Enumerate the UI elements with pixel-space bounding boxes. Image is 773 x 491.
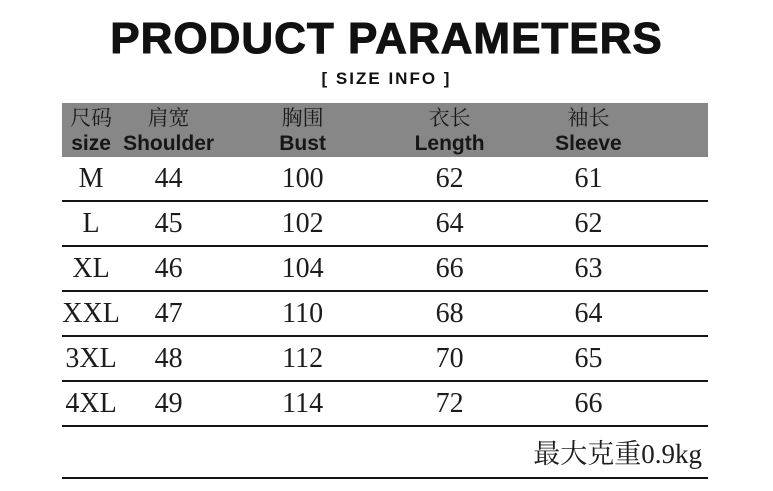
size-cell: 112 — [217, 336, 388, 381]
size-row-m — [62, 157, 708, 201]
max-weight-note: 最大克重0.9kg — [62, 426, 708, 478]
column-header-en: Length — [414, 131, 485, 155]
size-cell: 104 — [217, 246, 388, 291]
size-cell-filler — [666, 336, 708, 381]
column-header-en: size — [71, 131, 111, 155]
column-header-en: Bust — [279, 131, 326, 155]
size-cell: 72 — [388, 381, 511, 426]
column-header-en: Sleeve — [555, 131, 622, 155]
column-header-zh: 袖长 — [567, 105, 610, 130]
column-header-shoulder — [120, 103, 217, 157]
column-header-zh: 尺码 — [70, 105, 113, 130]
column-header-zh: 胸围 — [281, 105, 324, 130]
column-header-filler — [666, 103, 708, 157]
column-header-zh: 肩宽 — [147, 105, 190, 130]
size-row-xl — [62, 246, 708, 291]
column-header-sleeve — [511, 103, 666, 157]
size-cell: XL — [62, 246, 120, 291]
size-cell: XXL — [62, 291, 120, 336]
column-header-en: Shoulder — [123, 131, 215, 155]
footnote-row — [62, 426, 708, 478]
size-table — [62, 103, 708, 479]
size-cell: 102 — [217, 201, 388, 246]
size-cell: 66 — [388, 246, 511, 291]
size-cell: 66 — [511, 381, 666, 426]
size-cell: 110 — [217, 291, 388, 336]
size-row-l — [62, 201, 708, 246]
size-row-4xl — [62, 381, 708, 426]
size-cell-filler — [666, 201, 708, 246]
column-header-zh: 衣长 — [428, 105, 471, 130]
size-cell-filler — [666, 246, 708, 291]
column-header-bust — [217, 103, 388, 157]
column-header-length — [388, 103, 511, 157]
size-cell: 3XL — [62, 336, 120, 381]
page-title: PRODUCT PARAMETERS — [110, 14, 663, 63]
size-cell-filler — [666, 157, 708, 201]
size-cell-filler — [666, 381, 708, 426]
size-cell: 64 — [511, 291, 666, 336]
size-cell: 48 — [120, 336, 217, 381]
size-cell: 62 — [388, 157, 511, 201]
size-cell: 70 — [388, 336, 511, 381]
size-cell: 65 — [511, 336, 666, 381]
size-table-header-row — [62, 103, 708, 157]
size-cell: 44 — [120, 157, 217, 201]
size-cell: 49 — [120, 381, 217, 426]
size-cell: L — [62, 201, 120, 246]
size-cell: 45 — [120, 201, 217, 246]
size-cell: 68 — [388, 291, 511, 336]
size-cell: 63 — [511, 246, 666, 291]
size-cell: 61 — [511, 157, 666, 201]
size-cell-filler — [666, 291, 708, 336]
size-cell: 46 — [120, 246, 217, 291]
size-cell: 47 — [120, 291, 217, 336]
size-row-xxl — [62, 291, 708, 336]
size-cell: 114 — [217, 381, 388, 426]
column-header-size — [62, 103, 120, 157]
size-cell: M — [62, 157, 120, 201]
size-cell: 62 — [511, 201, 666, 246]
size-cell: 4XL — [62, 381, 120, 426]
size-cell: 100 — [217, 157, 388, 201]
size-info-subtitle: [ SIZE INFO ] — [321, 69, 452, 88]
size-cell: 64 — [388, 201, 511, 246]
size-row-3xl — [62, 336, 708, 381]
